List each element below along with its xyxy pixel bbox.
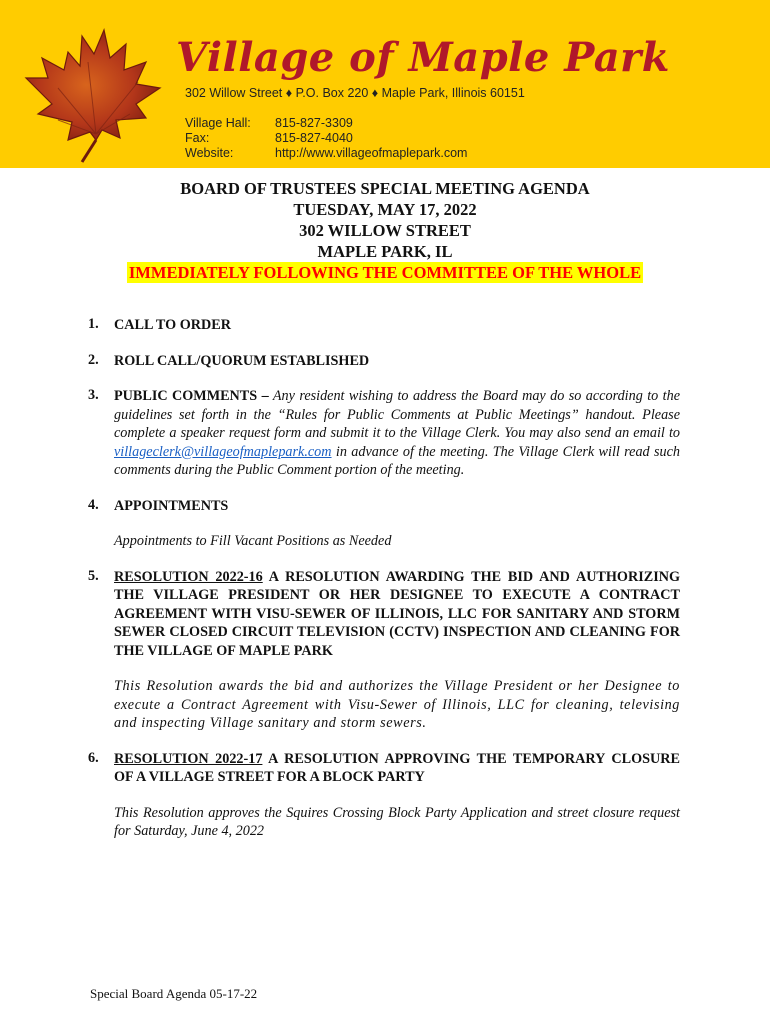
clerk-email-link[interactable]: villageclerk@villageofmaplepark.com — [114, 443, 332, 460]
village-address: 302 Willow Street ♦ P.O. Box 220 ♦ Maple Park, Illinois 60151 — [185, 86, 525, 100]
agenda-title: BOARD OF TRUSTEES SPECIAL MEETING AGENDA — [180, 179, 590, 198]
meeting-date: TUESDAY, MAY 17, 2022 — [293, 200, 477, 219]
meeting-time-note: IMMEDIATELY FOLLOWING THE COMMITTEE OF THE WHOLE — [128, 263, 642, 282]
contact-label: Village Hall: — [185, 116, 251, 130]
agenda-item-appointments — [88, 497, 680, 551]
item-number: 5. — [88, 567, 99, 584]
item-number: 1. — [88, 316, 99, 332]
item-title — [114, 750, 680, 787]
agenda-item-public-comments — [88, 387, 680, 480]
resolution-title: A RESOLUTION APPROVING THE TEMPORARY CLOSURE OF A VILLAGE STREET FOR A BLOCK PARTY — [114, 750, 680, 785]
meeting-city: MAPLE PARK, IL — [317, 242, 453, 261]
item-text: in advance of the meeting. The Village Clerk will read such comments during the Public Comment portion of the meeting. — [114, 443, 681, 478]
item-text: Any resident wishing to address the Board may do so according to the guidelines set forth in the “Rules for Public Comments at Public Meetings” handout. Please complete a speaker request form and submit it to the Village Clerk. You may also send an email to — [114, 388, 680, 441]
item-title — [114, 568, 680, 661]
agenda-item-roll-call — [88, 352, 680, 371]
item-number: 3. — [88, 387, 99, 403]
item-title: CALL TO ORDER — [114, 317, 231, 333]
agenda-item-resolution-2022-16 — [88, 568, 680, 733]
resolution-number: RESOLUTION 2022-17 — [114, 750, 263, 767]
contact-row — [185, 146, 467, 161]
item-title: PUBLIC COMMENTS – — [114, 388, 269, 404]
page-footer: Special Board Agenda 05-17-22 — [90, 986, 258, 1001]
contact-label: Fax: — [185, 131, 210, 145]
item-title: ROLL CALL/QUORUM ESTABLISHED — [114, 352, 370, 369]
meeting-street: 302 WILLOW STREET — [299, 221, 471, 240]
agenda-item-resolution-2022-17 — [88, 750, 680, 841]
contact-block — [185, 116, 467, 161]
resolution-title: A RESOLUTION AWARDING THE BID AND AUTHORIZING THE VILLAGE PRESIDENT OR HER DESIGNEE TO EXECUTE A CONTRACT AGREEMENT WITH VISU-SEWER OF ILLINOIS, LLC FOR SANITARY AND STORM SEWER CLOSED CIRCUIT TELEVISION (CCTV) INSPECTION AND CLEANING FOR THE VILLAGE OF MAPLE PARK — [114, 568, 681, 659]
resolution-number: RESOLUTION 2022-16 — [114, 568, 263, 585]
item-title: APPOINTMENTS — [114, 497, 229, 514]
item-number: 2. — [88, 351, 99, 368]
meeting-heading — [0, 178, 770, 283]
item-description: This Resolution approves the Squires Crossing Block Party Application and street closure request for Saturday, June 4, 2022 — [114, 804, 680, 839]
item-description: Appointments to Fill Vacant Positions as Needed — [114, 533, 392, 549]
item-number: 6. — [88, 749, 99, 766]
letterhead-banner — [0, 0, 770, 168]
contact-row — [185, 116, 467, 131]
phone-number: 815-827-3309 — [275, 116, 353, 130]
village-title: Village of Maple Park — [176, 34, 670, 81]
contact-row — [185, 131, 467, 146]
maple-leaf-icon — [18, 22, 168, 172]
website-link[interactable]: http://www.villageofmaplepark.com — [275, 146, 468, 160]
agenda-list — [88, 316, 680, 841]
item-body — [114, 387, 680, 480]
item-description: This Resolution awards the bid and authorizes the Village President or her Designee to execute a Contract Agreement with Visu-Sewer of Illinois, LLC for cleaning, televising and inspecting Village sanitary and storm sewers. — [114, 678, 680, 731]
item-number: 4. — [88, 496, 99, 513]
agenda-item-call-to-order — [88, 316, 680, 335]
fax-number: 815-827-4040 — [275, 131, 353, 145]
contact-label: Website: — [185, 146, 234, 160]
